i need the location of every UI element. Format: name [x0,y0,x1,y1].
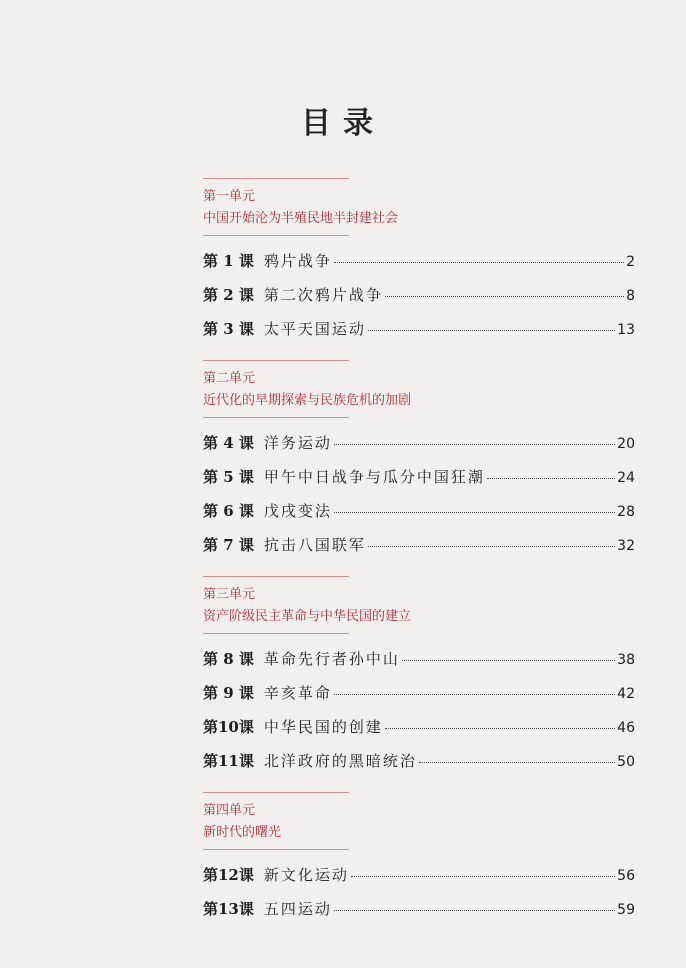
page-number: 28 [617,504,635,520]
page-number: 42 [617,686,635,702]
lesson-title: 新文化运动 [263,866,349,884]
unit-divider [203,792,349,793]
lesson-number: 第12课 [203,866,254,884]
lesson-title: 戊戌变法 [263,502,332,520]
page-title: 目录 [301,106,385,141]
lesson-entry[interactable] [203,864,635,898]
page-number: 38 [617,652,635,668]
lesson-title: 洋务运动 [263,434,332,452]
unit-divider [203,360,349,361]
lesson-title: 太平天国运动 [263,320,366,338]
unit-title: 中国开始沦为半殖民地半封建社会 [203,211,399,226]
lesson-number: 第 7 课 [203,536,254,554]
lesson-number: 第 1 课 [203,252,254,270]
dot-leader [334,444,615,445]
lesson-number: 第 6 课 [203,502,254,520]
lesson-number: 第 3 课 [203,320,254,338]
lesson-entry[interactable] [203,534,635,568]
page-number: 59 [617,902,635,918]
lesson-number: 第 5 课 [203,468,254,486]
lesson-number: 第13课 [203,900,254,918]
page-number: 50 [617,754,635,770]
lesson-list [203,864,635,932]
lesson-list [203,648,635,784]
unit-divider [203,235,349,236]
lesson-entry[interactable] [203,466,635,500]
page-number: 32 [617,538,635,554]
dot-leader [419,762,615,763]
lesson-title: 革命先行者孙中山 [263,650,400,668]
unit-title: 新时代的曙光 [203,825,282,840]
unit-divider [203,178,349,179]
dot-leader [368,330,615,331]
dot-leader [385,728,615,729]
dot-leader [334,262,624,263]
dot-leader [487,478,615,479]
page-number: 20 [617,436,635,452]
unit-divider [203,633,349,634]
lesson-entry[interactable] [203,318,635,352]
lesson-title: 第二次鸦片战争 [263,286,383,304]
page-number: 8 [626,288,635,304]
dot-leader [351,876,615,877]
lesson-title: 辛亥革命 [263,684,332,702]
lesson-list [203,250,635,352]
dot-leader [334,512,615,513]
unit-number: 第四单元 [203,803,256,818]
table-of-contents [203,178,635,940]
lesson-title: 北洋政府的黑暗统治 [263,752,417,770]
lesson-title: 甲午中日战争与瓜分中国狂潮 [263,468,485,486]
unit-section [203,360,635,568]
lesson-title: 鸦片战争 [263,252,332,270]
lesson-entry[interactable] [203,500,635,534]
unit-title: 资产阶级民主革命与中华民国的建立 [203,609,412,624]
lesson-number: 第11课 [203,752,254,770]
lesson-entry[interactable] [203,432,635,466]
page-number: 56 [617,868,635,884]
lesson-title: 五四运动 [263,900,332,918]
unit-section [203,178,635,352]
unit-divider [203,417,349,418]
dot-leader [385,296,624,297]
lesson-entry[interactable] [203,648,635,682]
dot-leader [334,694,615,695]
lesson-title: 抗击八国联军 [263,536,366,554]
lesson-list [203,432,635,568]
dot-leader [368,546,615,547]
unit-number: 第二单元 [203,371,256,386]
page-number: 46 [617,720,635,736]
unit-number: 第一单元 [203,189,256,204]
lesson-number: 第10课 [203,718,254,736]
lesson-entry[interactable] [203,250,635,284]
unit-number: 第三单元 [203,587,256,602]
page-number: 24 [617,470,635,486]
dot-leader [402,660,615,661]
page-number: 13 [617,322,635,338]
unit-section [203,576,635,784]
unit-divider [203,849,349,850]
lesson-entry[interactable] [203,284,635,318]
lesson-entry[interactable] [203,682,635,716]
lesson-number: 第 8 课 [203,650,254,668]
lesson-title: 中华民国的创建 [263,718,383,736]
lesson-entry[interactable] [203,898,635,932]
lesson-entry[interactable] [203,716,635,750]
page-number: 2 [626,254,635,270]
lesson-entry[interactable] [203,750,635,784]
lesson-number: 第 4 课 [203,434,254,452]
lesson-number: 第 2 课 [203,286,254,304]
unit-section [203,792,635,932]
unit-divider [203,576,349,577]
unit-title: 近代化的早期探索与民族危机的加剧 [203,393,412,408]
lesson-number: 第 9 课 [203,684,254,702]
dot-leader [334,910,615,911]
